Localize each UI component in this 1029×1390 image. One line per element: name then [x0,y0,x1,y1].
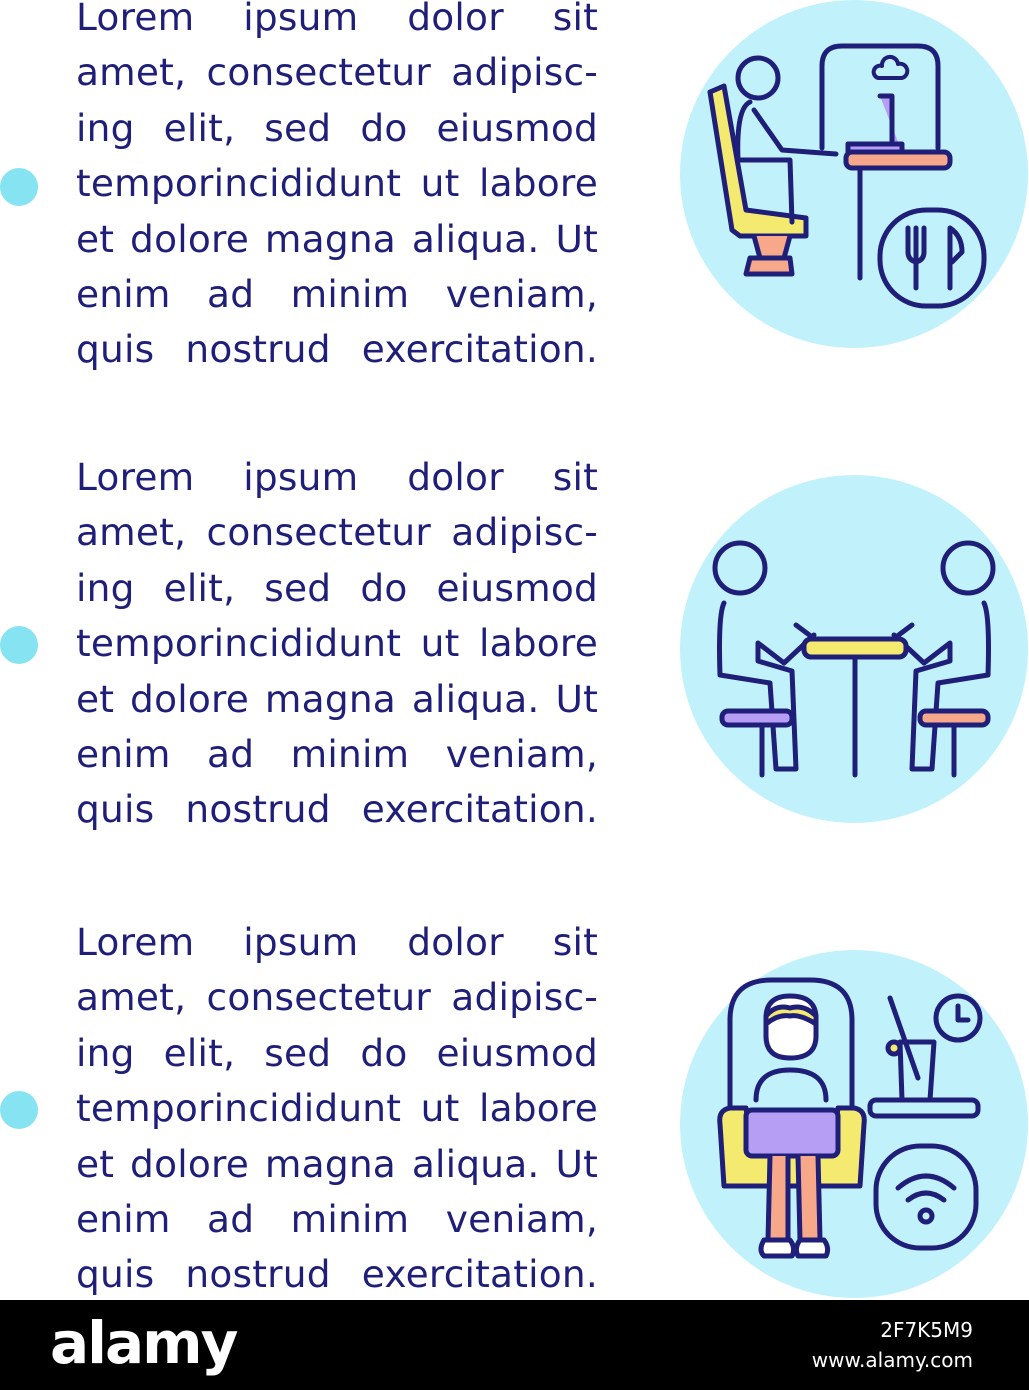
paragraph-line: Lorem ipsum dolor sit [76,920,598,964]
paragraph-line: Lorem ipsum dolor sit [76,455,598,499]
paragraph-line: quis nostrud exercitation. [76,327,598,372]
paragraph-line: ing elit, sed do eiusmod [76,565,598,610]
paragraph-line: enim ad minim veniam, [76,1197,598,1242]
lounge-wifi-icon [680,950,1029,1299]
paragraph-line: ing elit, sed do eiusmod [76,105,598,150]
site-url: www.alamy.com [811,1348,973,1372]
paragraph-line: amet, consectetur adipisc- [76,975,598,1020]
meeting-table-icon [680,475,1029,824]
paragraph-line: et dolore magna aliqua. Ut [76,676,598,721]
paragraph-line: amet, consectetur adipisc- [76,50,598,95]
paragraph-line: enim ad minim veniam, [76,272,598,317]
image-id: 2F7K5M9 [880,1318,973,1342]
paragraph-line: temporincididunt ut labore [76,621,598,666]
paragraph [76,450,598,838]
bullet-dot [0,168,38,206]
paragraph-line: ing elit, sed do eiusmod [76,1030,598,1075]
paragraph-line: temporincididunt ut labore [76,161,598,206]
paragraph-line: quis nostrud exercitation. [76,1252,598,1297]
bullet-dot [0,1091,38,1129]
paragraph-line: enim ad minim veniam, [76,732,598,777]
alamy-logo: alamy [50,1309,237,1377]
workspace-dining-icon [680,0,1029,349]
paragraph-line: et dolore magna aliqua. Ut [76,216,598,261]
paragraph-line: amet, consectetur adipisc- [76,510,598,555]
paragraph-line: et dolore magna aliqua. Ut [76,1141,598,1186]
paragraph [76,0,598,378]
paragraph [76,915,598,1303]
paragraph-line: temporincididunt ut labore [76,1086,598,1131]
paragraph-line: quis nostrud exercitation. [76,787,598,832]
paragraph-line: Lorem ipsum dolor sit [76,0,598,39]
footer-bar [0,1300,1029,1390]
bullet-dot [0,626,38,664]
